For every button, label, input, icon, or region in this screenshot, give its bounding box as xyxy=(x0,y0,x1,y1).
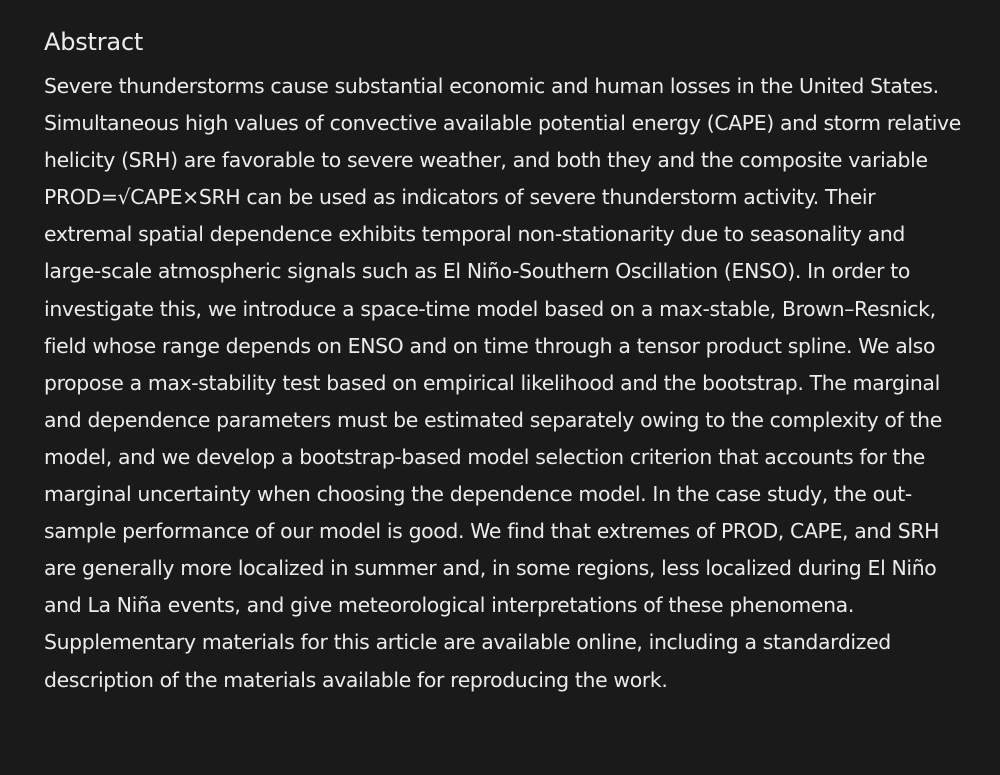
abstract-heading: Abstract xyxy=(44,28,144,56)
abstract-text: Severe thunderstorms cause substantial economic and human losses in the United States. Simultaneous high values of convective available potential energy (CAPE) and storm relative helicity (SRH) are favorable to severe weather, and both they and the composite variable PROD=√CAPE×SRH can be used as indicators of severe thunderstorm activity. Their extremal spatial dependence exhibits temporal non-stationarity due to seasonality and large-scale atmospheric signals such as El Niño-Southern Oscillation (ENSO). In order to investigate this, we introduce a space-time model based on a max-stable, Brown–Resnick, field whose range depends on ENSO and on time through a tensor product spline. We also propose a max-stability test based on empirical likelihood and the bootstrap. The marginal and dependence parameters must be estimated separately owing to the complexity of the model, and we develop a bootstrap-based model selection criterion that accounts for the marginal uncertainty when choosing the dependence model. In the case study, the out-sample performance of our model is good. We find that extremes of PROD, CAPE, and SRH are generally more localized in summer and, in some regions, less localized during El Niño and La Niña events, and give meteorological interpretations of these phenomena. Supplementary materials for this article are available online, including a standardized description of the materials available for reproducing the work. xyxy=(44,74,961,692)
